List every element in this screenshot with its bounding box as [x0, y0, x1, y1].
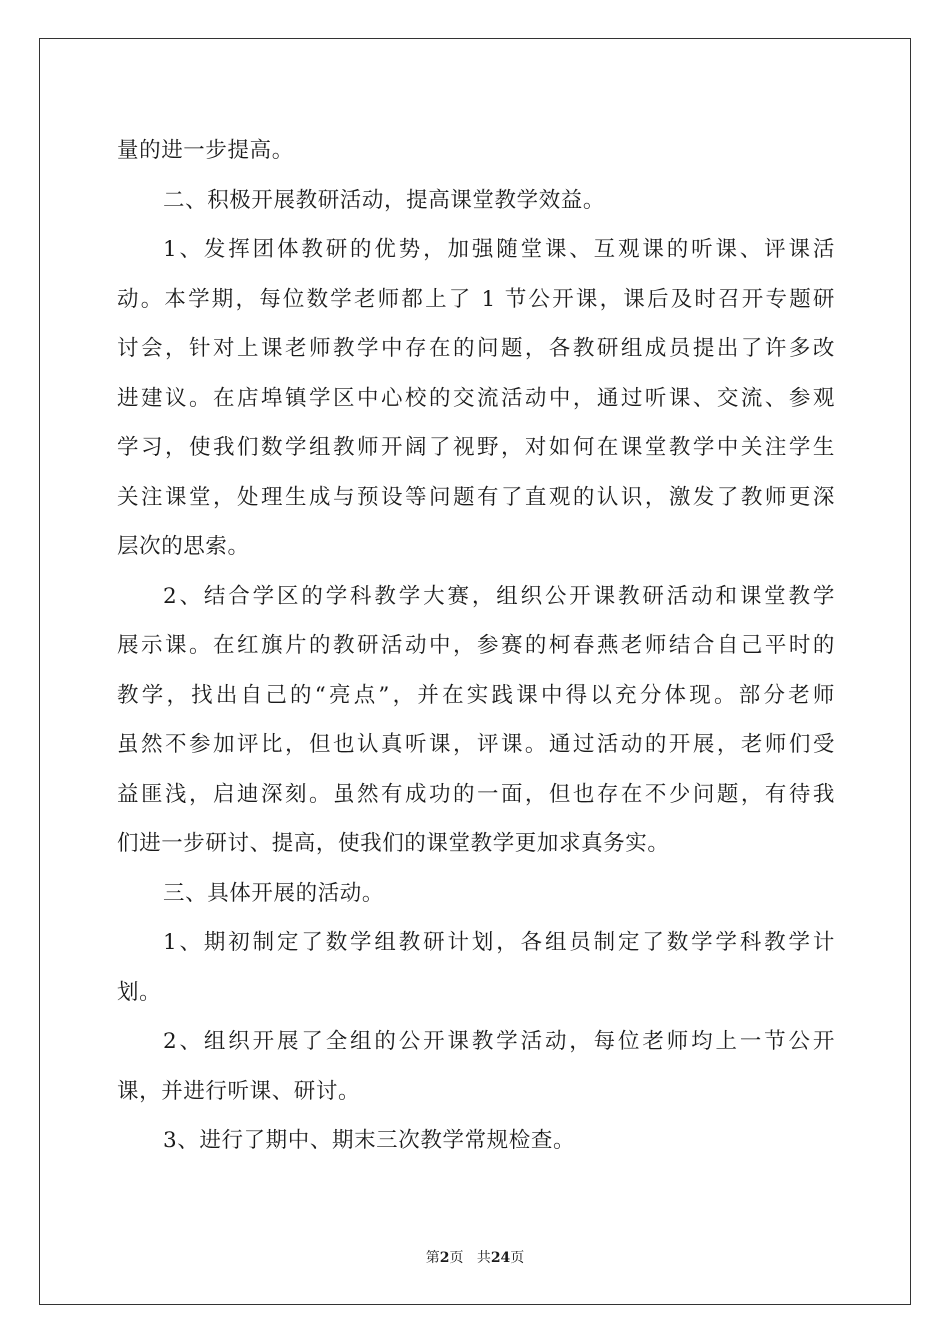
- document-body: [117, 126, 835, 1166]
- page-number: 2: [439, 1250, 450, 1266]
- text-line: 动。本学期，每位数学老师都上了 1 节公开课，课后及时召开专题研: [117, 286, 835, 312]
- text-line: 教学，找出自己的“亮点”，并在实践课中得以充分体现。部分老师: [117, 682, 835, 708]
- text-line: 益匪浅，启迪深刻。虽然有成功的一面，但也存在不少问题，有待我: [117, 781, 835, 807]
- text-line: 们进一步研讨、提高，使我们的课堂教学更加求真务实。: [117, 831, 670, 856]
- text-line: 1、发挥团体教研的优势，加强随堂课、互观课的听课、评课活: [163, 237, 835, 262]
- section-heading: 二、积极开展教研活动，提高课堂教学效益。: [163, 187, 606, 213]
- text-line: 3、进行了期中、期末三次教学常规检查。: [163, 1128, 576, 1153]
- text-line: 虽然不参加评比，但也认真听课，评课。通过活动的开展，老师们受: [117, 732, 835, 757]
- text-line: 层次的思索。: [117, 534, 250, 559]
- text-line: 划。: [117, 979, 162, 1005]
- page-prefix: 第: [425, 1250, 440, 1266]
- text-line: 2、组织开展了全组的公开课教学活动，每位老师均上一节公开: [163, 1029, 835, 1054]
- text-line: 关注课堂，处理生成与预设等问题有了直观的认识，激发了教师更深: [117, 484, 835, 510]
- total-prefix: 共: [476, 1250, 491, 1266]
- text-line: 2、结合学区的学科教学大赛，组织公开课教研活动和课堂教学: [163, 583, 835, 609]
- text-line: 量的进一步提高。: [117, 138, 294, 163]
- text-line: 进建议。在店埠镇学区中心校的交流活动中，通过听课、交流、参观: [117, 385, 835, 411]
- page-suffix: 页: [449, 1250, 464, 1266]
- text-line: 课，并进行听课、研讨。: [117, 1078, 361, 1104]
- section-heading: 三、具体开展的活动。: [163, 880, 385, 906]
- text-line: 展示课。在红旗片的教研活动中，参赛的柯春燕老师结合自己平时的: [117, 633, 835, 658]
- total-pages: 24: [490, 1250, 511, 1266]
- total-suffix: 页: [510, 1250, 525, 1266]
- page-footer: [0, 1247, 950, 1267]
- text-line: 1、期初制定了数学组教研计划，各组员制定了数学学科教学计: [163, 930, 835, 955]
- text-line: 学习，使我们数学组教师开阔了视野，对如何在课堂教学中关注学生: [117, 435, 835, 460]
- text-line: 讨会，针对上课老师教学中存在的问题，各教研组成员提出了许多改: [117, 336, 835, 361]
